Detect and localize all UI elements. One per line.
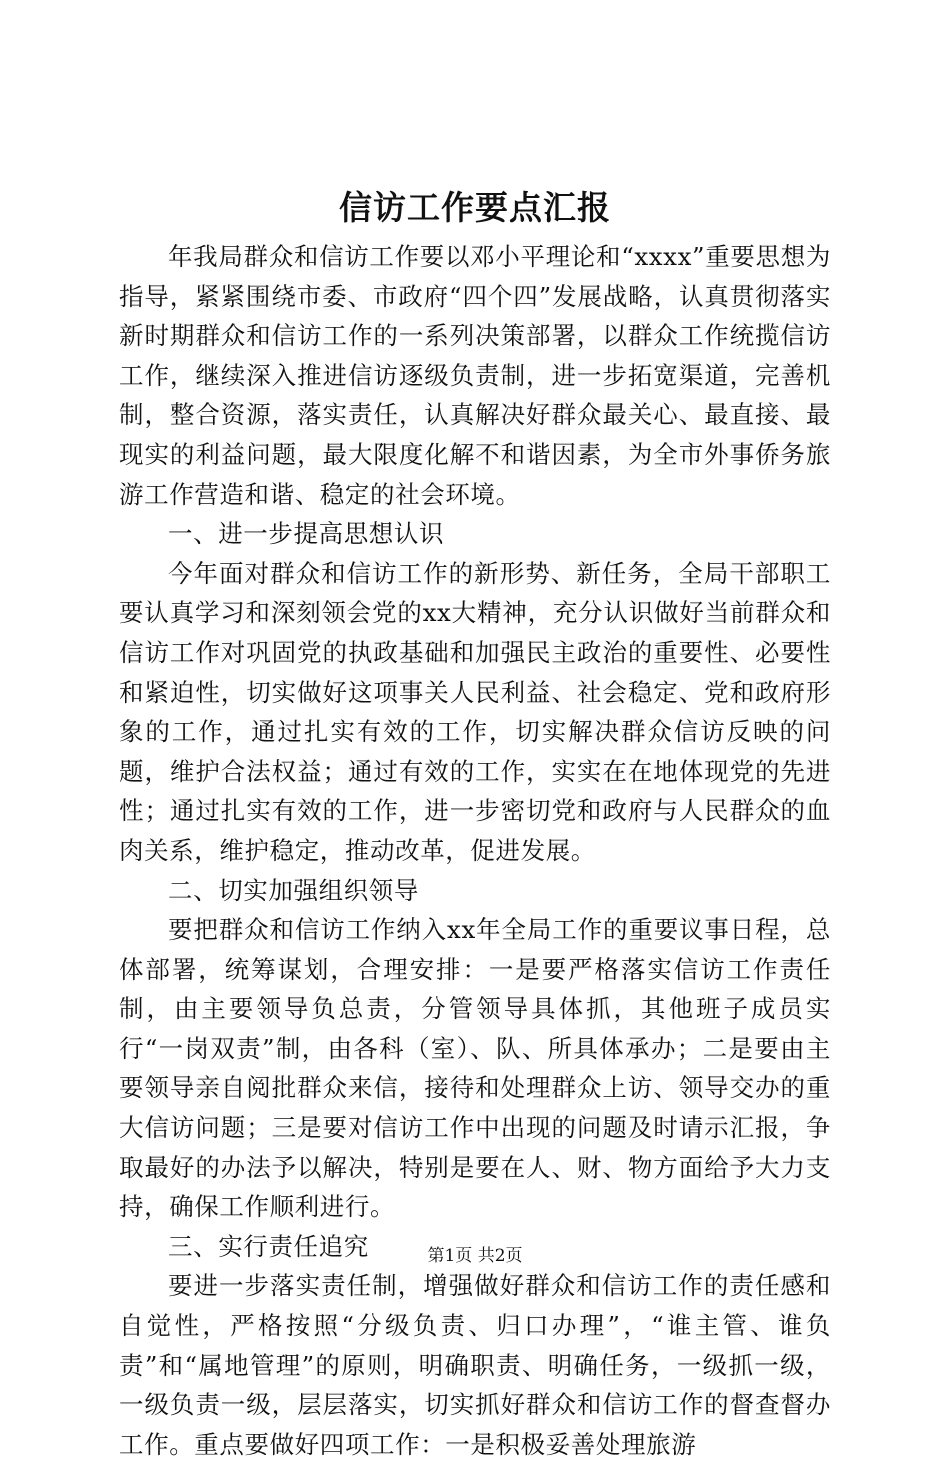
- paragraph-section-3: 要进一步落实责任制，增强做好群众和信访工作的责任感和自觉性，严格按照“分级负责、归口办理”，“谁主管、谁负责”和“属地管理”的原则，明确职责、明确任务，一级抓一级，一级负责一级，层层落实，切实抓好群众和信访工作的督查督办工作。重点要做好四项工作：一是积极妥善处理旅游: [119, 1271, 831, 1459]
- section-heading-3: 三、实行责任追究: [168, 1231, 369, 1261]
- document-title: 信访工作要点汇报: [339, 188, 611, 227]
- page-footer: 第1页 共2页: [427, 1246, 523, 1266]
- document-body: [119, 237, 831, 1464]
- paragraph-section-2: 要把群众和信访工作纳入xx年全局工作的重要议事日程，总体部署，统筹谋划，合理安排：一是要严格落实信访工作责任制，由主要领导负总责，分管领导具体抓，其他班子成员实行“一岗双责”制，由各科（室）、队、所具体承办；二是要由主要领导亲自阅批群众来信，接待和处理群众上访、领导交办的重大信访问题；三是要对信访工作中出现的问题及时请示汇报，争取最好的办法予以解决，特别是要在人、财、物方面给予大力支持，确保工作顺利进行。: [119, 915, 831, 1222]
- paragraph-intro: 年我局群众和信访工作要以邓小平理论和“xxxx”重要思想为指导，紧紧围绕市委、市政府“四个四”发展战略，认真贯彻落实新时期群众和信访工作的一系列决策部署，以群众工作统揽信访工作，继续深入推进信访逐级负责制，进一步拓宽渠道，完善机制，整合资源，落实责任，认真解决好群众最关心、最直接、最现实的利益问题，最大限度化解不和谐因素，为全市外事侨务旅游工作营造和谐、稳定的社会环境。: [119, 242, 831, 509]
- section-heading-2: 二、切实加强组织领导: [168, 875, 419, 905]
- paragraph-section-1: 今年面对群众和信访工作的新形势、新任务，全局干部职工要认真学习和深刻领会党的xx大精神，充分认识做好当前群众和信访工作对巩固党的执政基础和加强民主政治的重要性、必要性和紧迫性，切实做好这项事关人民利益、社会稳定、党和政府形象的工作，通过扎实有效的工作，切实解决群众信访反映的问题，维护合法权益；通过有效的工作，实实在在地体现党的先进性；通过扎实有效的工作，进一步密切党和政府与人民群众的血肉关系，维护稳定，推动改革，促进发展。: [119, 558, 831, 865]
- section-heading-1: 一、进一步提高思想认识: [168, 519, 445, 549]
